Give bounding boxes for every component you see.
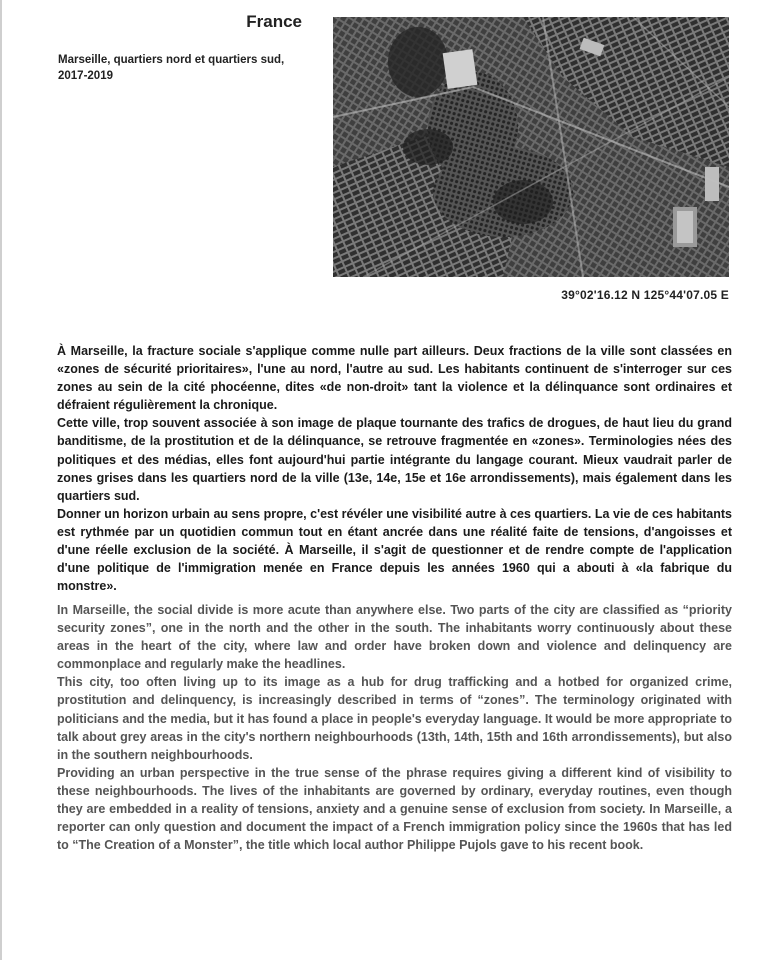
english-text: [57, 601, 732, 854]
french-paragraph-1: À Marseille, la fracture sociale s'applique comme nulle part ailleurs. Deux fractions de la ville sont classées en «zones de sécurité prioritaires», l'une au nord, l'autre au sud. Les habitants continuent de s'interroger sur ces zones au sein de la cité phocéenne, dites «de non-droit» tant la violence et la délinquance sont ordinaires et défraient régulièrement la chronique.: [57, 344, 732, 413]
aerial-photo: [333, 17, 729, 277]
french-paragraph-2: Cette ville, trop souvent associée à son image de plaque tournante des trafics de drogues, de haut lieu du grand banditisme, de la prostitution et de la délinquance, se retrouve fragmentée en «zones». Terminologies nées des politiques et des médias, elles font aujourd'hui partie intégrante du langage courant. Mieux vaudrait parler de zones grises dans les quartiers nord de la ville (13e, 14e, 15e et 16e arrondissements), mais également dans les quartiers sud.: [57, 416, 732, 503]
french-text: [57, 342, 732, 595]
english-paragraph-3: Providing an urban perspective in the true sense of the phrase requires giving a different kind of visibility to these neighbourhoods. The lives of the inhabitants are governed by ordinary, everyday routines, even though they are embedded in a reality of tensions, anxiety and a genuine sense of exclusion from society. In Marseille, a reporter can only question and document the impact of a French immigration policy since the 1960s that has led to “The Creation of a Monster”, the title which local author Philippe Pujols gave to his recent book.: [57, 765, 732, 853]
photo-caption: Marseille, quartiers nord et quartiers sud, 2017-2019: [58, 54, 285, 82]
country-title: France: [246, 12, 302, 31]
page-edge: [0, 0, 2, 960]
french-paragraph-3: Donner un horizon urbain au sens propre, c'est révéler une visibilité autre à ces quartiers. La vie de ces habitants est rythmée par un quotidien commun tout en étant ancrée dans une réalité faite de tensions, d'angoisses et d'une réelle exclusion de la société. À Marseille, il s'agit de questionner et de rendre compte de l'application d'une politique de l'immigration menée en France depuis les années 1960 qui a abouti à «la fabrique du monstre».: [57, 506, 732, 594]
english-paragraph-1: In Marseille, the social divide is more acute than anywhere else. Two parts of the city are classified as “priority security zones”, one in the north and the other in the south. The inhabitants worry continuously about these areas in the heart of the city, where law and order have broken down and violence and delinquency are commonplace and regularly make the headlines.: [57, 603, 732, 672]
coordinates: 39°02'16.12 N 125°44'07.05 E: [561, 288, 729, 302]
english-paragraph-2: This city, too often living up to its image as a hub for drug trafficking and a hotbed for organized crime, prostitution and delinquency, is increasingly described in terms of “zones”. The terminology originated with politicians and the media, but it has found a place in people's everyday language. It would be more appropriate to talk about grey areas in the city's northern neighbourhoods (13th, 14th, 15th and 16th arrondissements), but also in the southern neighbourhoods.: [57, 675, 732, 762]
